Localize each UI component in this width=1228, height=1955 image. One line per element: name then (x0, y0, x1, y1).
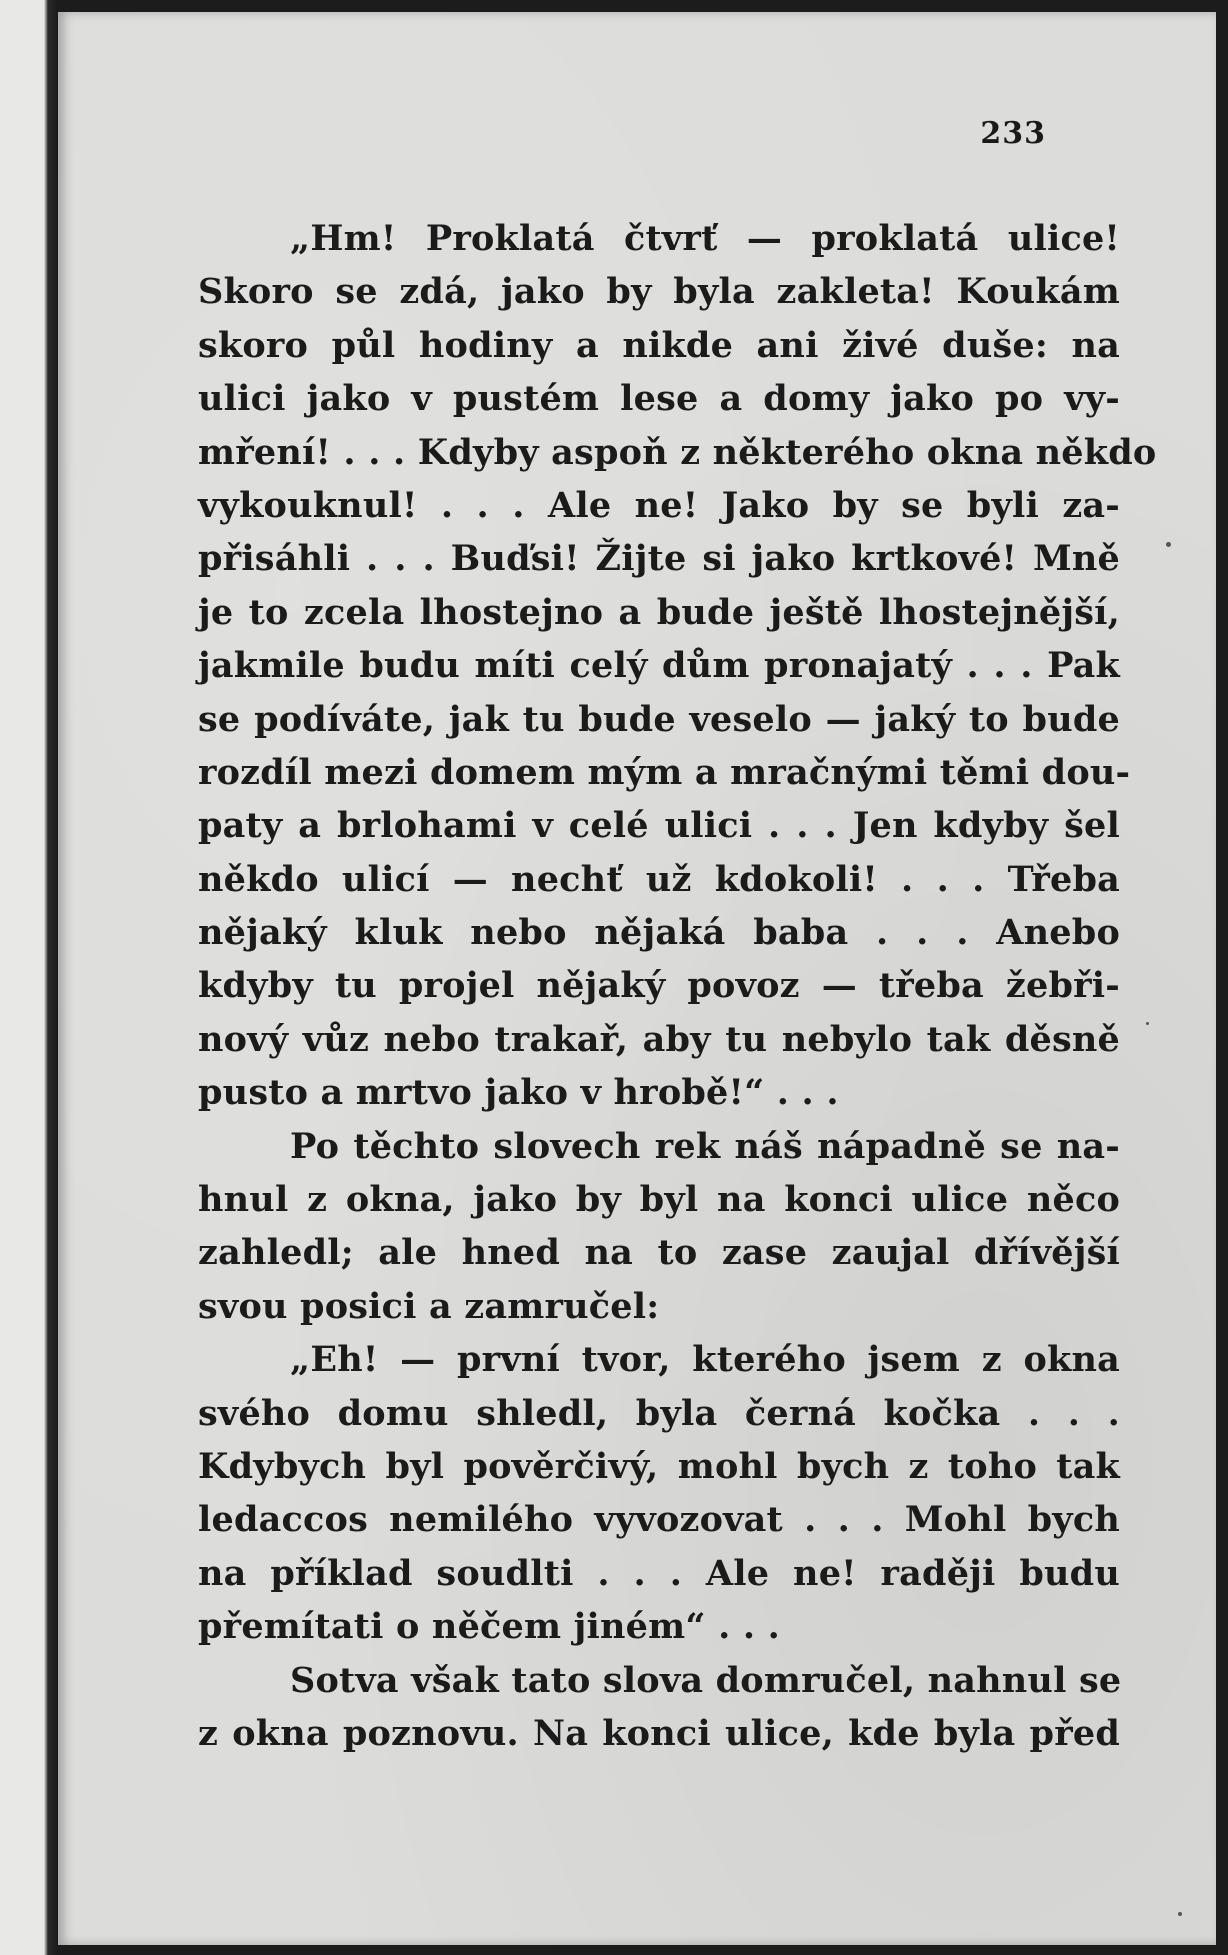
page-number: 233 (980, 116, 1046, 151)
text-line: je to zcela lhostejno a bude ještě lhostejnější, (198, 591, 1120, 633)
text-line: svého domu shledl, byla černá kočka . . . (198, 1392, 1120, 1434)
text-line: rozdíl mezi domem mým a mračnými těmi dou- (198, 751, 1131, 793)
paper-speck (1166, 542, 1171, 547)
text-line: přemítati o něčem jiném“ . . . (198, 1606, 780, 1648)
body-text (198, 212, 1157, 1760)
text-line: ulici jako v pustém lese a domy jako po vy- (198, 378, 1120, 420)
text-line: z okna poznovu. Na konci ulice, kde byla před (198, 1712, 1120, 1754)
book-page (58, 12, 1216, 1945)
text-line: hnul z okna, jako by byl na konci ulice něco (198, 1179, 1120, 1221)
paper-speck (1146, 1022, 1149, 1025)
text-line: Po těchto slovech rek náš nápadně se na- (290, 1125, 1120, 1167)
paper-speck (1178, 1912, 1182, 1916)
text-line: Skoro se zdá, jako by byla zakleta! Koukám (198, 271, 1120, 313)
text-line: svou posici a zamručel: (198, 1285, 660, 1327)
text-line: mření! . . . Kdyby aspoň z některého okna někdo (198, 431, 1157, 473)
text-line: vykouknul! . . . Ale ne! Jako by se byli za- (198, 484, 1120, 526)
text-line: přisáhli . . . Buďsi! Žijte si jako krtkové! Mně (198, 538, 1120, 580)
text-line: skoro půl hodiny a nikde ani živé duše: na (198, 324, 1120, 366)
text-line: „Hm! Proklatá čtvrť — proklatá ulice! (290, 218, 1120, 259)
text-line: kdyby tu projel nějaký povoz — třeba žebři- (198, 965, 1120, 1007)
text-line: nějaký kluk nebo nějaká baba . . . Anebo (198, 912, 1120, 954)
text-line: „Eh! — první tvor, kterého jsem z okna (290, 1339, 1120, 1381)
book-gutter (0, 0, 58, 1955)
text-line: někdo ulicí — nechť už kdokoli! . . . Třeba (198, 858, 1120, 900)
text-line: paty a brlohami v celé ulici . . . Jen kdyby šel (198, 805, 1120, 847)
text-line: jakmile budu míti celý dům pronajatý . . . Pak (198, 645, 1120, 687)
text-line: Sotva však tato slova domručel, nahnul se (290, 1659, 1122, 1701)
text-line: ledaccos nemilého vyvozovat . . . Mohl bych (198, 1499, 1120, 1541)
text-line: se podíváte, jak tu bude veselo — jaký to bude (198, 698, 1120, 740)
text-line: pusto a mrtvo jako v hrobě!“ . . . (198, 1072, 839, 1114)
text-line: nový vůz nebo trakař, aby tu nebylo tak děsně (198, 1018, 1120, 1060)
text-line: Kdybych byl pověrčivý, mohl bych z toho tak (198, 1445, 1120, 1487)
text-line: zahledl; ale hned na to zase zaujal dřívější (198, 1232, 1120, 1274)
text-line: na příklad soudlti . . . Ale ne! raději budu (198, 1552, 1120, 1594)
